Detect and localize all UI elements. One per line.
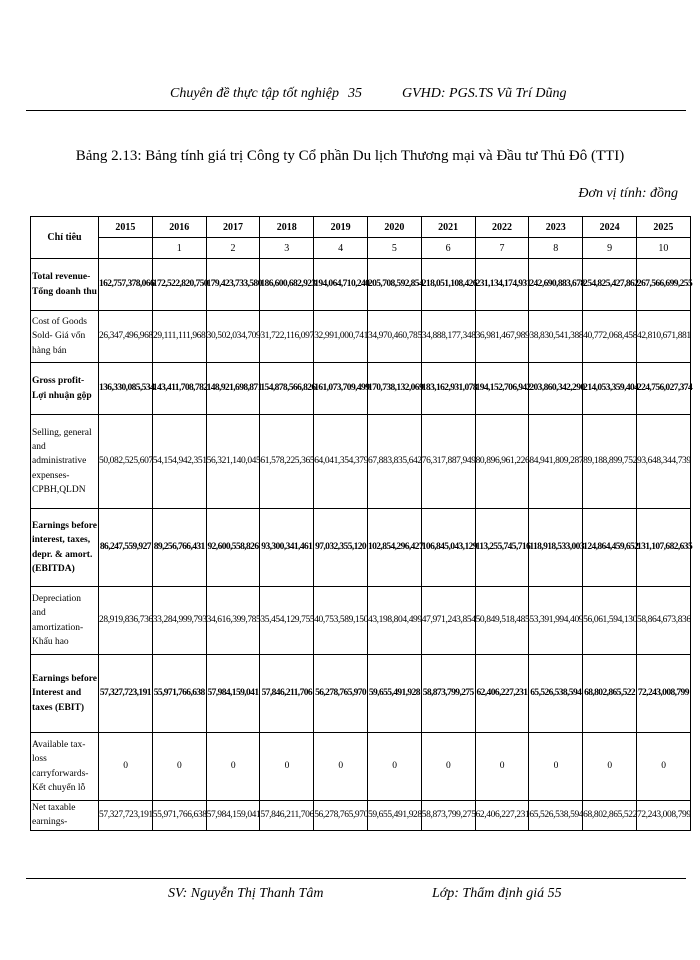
value-cell: 58,873,799,275 [421, 801, 475, 831]
row-label: Depreciation and amortization- Khấu hao [31, 587, 99, 655]
row-label: Cost of Goods Sold- Giá vốn hàng bán [31, 311, 99, 363]
value-cell: 56,061,594,130 [583, 587, 637, 655]
value-cell: 36,981,467,989 [475, 311, 529, 363]
value-cell: 218,051,108,426 [421, 259, 475, 311]
value-cell: 154,878,566,826 [260, 363, 314, 415]
value-cell: 0 [260, 733, 314, 801]
value-cell: 102,854,296,427 [367, 509, 421, 587]
value-cell: 131,107,682,635 [636, 509, 690, 587]
value-cell: 161,073,709,499 [314, 363, 368, 415]
period-index-cell: 8 [529, 238, 583, 259]
value-cell: 214,053,359,404 [583, 363, 637, 415]
value-cell: 62,406,227,231 [475, 655, 529, 733]
table-row [31, 363, 691, 415]
value-cell: 0 [583, 733, 637, 801]
value-cell: 61,578,225,365 [260, 415, 314, 509]
value-cell: 86,247,559,927 [99, 509, 153, 587]
table-row [31, 733, 691, 801]
value-cell: 0 [99, 733, 153, 801]
value-cell: 68,802,865,522 [583, 655, 637, 733]
row-label: Earnings before interest, taxes, depr. & amort. (EBITDA) [31, 509, 99, 587]
value-cell: 50,082,525,607 [99, 415, 153, 509]
value-cell: 57,327,723,191 [99, 655, 153, 733]
value-cell: 35,454,129,755 [260, 587, 314, 655]
year-header-cell: 2023 [529, 217, 583, 238]
value-cell: 34,970,460,785 [367, 311, 421, 363]
value-cell: 56,321,140,045 [206, 415, 260, 509]
row-label: Available tax-loss carryforwards- Kết chuyển lỗ [31, 733, 99, 801]
footer-divider [26, 878, 686, 879]
value-cell: 179,423,733,580 [206, 259, 260, 311]
table-body [31, 259, 691, 831]
value-cell: 0 [529, 733, 583, 801]
value-cell: 64,041,354,379 [314, 415, 368, 509]
value-cell: 65,526,538,594 [529, 801, 583, 831]
period-index-cell: 9 [583, 238, 637, 259]
table-title: Bảng 2.13: Bảng tính giá trị Công ty Cổ phần Du lịch Thương mại và Đầu tư Thủ Đô (TTI) [75, 148, 625, 164]
table-row [31, 509, 691, 587]
value-cell: 170,738,132,069 [367, 363, 421, 415]
year-header-cell: 2018 [260, 217, 314, 238]
value-cell: 80,896,961,226 [475, 415, 529, 509]
value-cell: 34,616,399,785 [206, 587, 260, 655]
period-index-cell: 4 [314, 238, 368, 259]
value-cell: 136,330,085,534 [99, 363, 153, 415]
row-label: Total revenue- Tổng doanh thu [31, 259, 99, 311]
value-cell: 31,722,116,097 [260, 311, 314, 363]
value-cell: 254,825,427,862 [583, 259, 637, 311]
value-cell: 58,873,799,275 [421, 655, 475, 733]
value-cell: 53,391,994,409 [529, 587, 583, 655]
value-cell: 28,919,836,736 [99, 587, 153, 655]
table-row [31, 415, 691, 509]
value-cell: 76,317,887,949 [421, 415, 475, 509]
value-cell: 29,111,111,968 [152, 311, 206, 363]
value-cell: 242,690,883,678 [529, 259, 583, 311]
value-cell: 62,406,227,231 [475, 801, 529, 831]
table-row [31, 655, 691, 733]
index-header-row [31, 238, 691, 259]
period-index-cell: 7 [475, 238, 529, 259]
value-cell: 56,278,765,970 [314, 801, 368, 831]
value-cell: 38,830,541,388 [529, 311, 583, 363]
year-header-cell: 2020 [367, 217, 421, 238]
value-cell: 26,347,496,968 [99, 311, 153, 363]
year-header-row [31, 217, 691, 238]
year-header-cell: 2024 [583, 217, 637, 238]
header-page-number: 35 [348, 86, 362, 101]
year-header-cell: 2015 [99, 217, 153, 238]
value-cell: 89,188,899,752 [583, 415, 637, 509]
row-label: Earnings before Interest and taxes (EBIT) [31, 655, 99, 733]
value-cell: 42,810,671,881 [636, 311, 690, 363]
year-header-cell: 2017 [206, 217, 260, 238]
value-cell: 58,864,673,836 [636, 587, 690, 655]
value-cell: 194,064,710,240 [314, 259, 368, 311]
value-cell: 34,888,177,348 [421, 311, 475, 363]
period-index-cell: 1 [152, 238, 206, 259]
value-cell: 84,941,809,287 [529, 415, 583, 509]
year-header-cell: 2022 [475, 217, 529, 238]
value-cell: 93,648,344,739 [636, 415, 690, 509]
value-cell: 40,753,589,150 [314, 587, 368, 655]
value-cell: 72,243,008,799 [636, 801, 690, 831]
value-cell: 0 [636, 733, 690, 801]
value-cell: 55,971,766,638 [152, 801, 206, 831]
year-header-cell: 2016 [152, 217, 206, 238]
value-cell: 50,849,518,485 [475, 587, 529, 655]
page-header [0, 86, 700, 108]
period-index-cell: 3 [260, 238, 314, 259]
header-divider [26, 110, 686, 111]
year-header-cell: 2019 [314, 217, 368, 238]
value-cell: 32,991,000,741 [314, 311, 368, 363]
value-cell: 67,883,835,642 [367, 415, 421, 509]
row-label: Net taxable earnings- [31, 801, 99, 831]
valuation-table [30, 216, 691, 831]
period-index-cell [99, 238, 153, 259]
row-label: Gross profit- Lợi nhuận gộp [31, 363, 99, 415]
table-row [31, 311, 691, 363]
footer-student: SV: Nguyễn Thị Thanh Tâm [168, 886, 324, 901]
period-index-cell: 2 [206, 238, 260, 259]
value-cell: 56,278,765,970 [314, 655, 368, 733]
value-cell: 183,162,931,078 [421, 363, 475, 415]
value-cell: 43,198,804,499 [367, 587, 421, 655]
value-cell: 194,152,706,942 [475, 363, 529, 415]
value-cell: 143,411,708,782 [152, 363, 206, 415]
table-row [31, 801, 691, 831]
value-cell: 0 [475, 733, 529, 801]
value-cell: 55,971,766,638 [152, 655, 206, 733]
value-cell: 0 [206, 733, 260, 801]
value-cell: 97,032,355,120 [314, 509, 368, 587]
year-header-cell: 2025 [636, 217, 690, 238]
year-header-cell: 2021 [421, 217, 475, 238]
value-cell: 57,327,723,191 [99, 801, 153, 831]
period-index-cell: 6 [421, 238, 475, 259]
corner-label: Chỉ tiêu [31, 217, 99, 259]
value-cell: 203,860,342,290 [529, 363, 583, 415]
value-cell: 57,984,159,041 [206, 801, 260, 831]
table-row [31, 587, 691, 655]
table-row [31, 259, 691, 311]
period-index-cell: 10 [636, 238, 690, 259]
value-cell: 57,846,211,706 [260, 801, 314, 831]
value-cell: 59,655,491,928 [367, 801, 421, 831]
row-label: Selling, general and administrative expenses- CPBH,QLDN [31, 415, 99, 509]
header-supervisor: GVHD: PGS.TS Vũ Trí Dũng [402, 86, 567, 101]
value-cell: 54,154,942,351 [152, 415, 206, 509]
value-cell: 93,300,341,461 [260, 509, 314, 587]
value-cell: 124,864,459,652 [583, 509, 637, 587]
value-cell: 30,502,034,709 [206, 311, 260, 363]
value-cell: 113,255,745,716 [475, 509, 529, 587]
value-cell: 267,566,699,255 [636, 259, 690, 311]
value-cell: 205,708,592,854 [367, 259, 421, 311]
value-cell: 0 [367, 733, 421, 801]
period-index-cell: 5 [367, 238, 421, 259]
value-cell: 186,600,682,923 [260, 259, 314, 311]
value-cell: 106,845,043,129 [421, 509, 475, 587]
value-cell: 0 [152, 733, 206, 801]
value-cell: 0 [421, 733, 475, 801]
header-document-type: Chuyên đề thực tập tốt nghiệp [170, 86, 339, 101]
unit-note: Đơn vị tính: đồng [578, 186, 678, 201]
value-cell: 118,918,533,003 [529, 509, 583, 587]
value-cell: 89,256,766,431 [152, 509, 206, 587]
value-cell: 0 [314, 733, 368, 801]
value-cell: 224,756,027,374 [636, 363, 690, 415]
value-cell: 47,971,243,854 [421, 587, 475, 655]
value-cell: 231,134,174,931 [475, 259, 529, 311]
value-cell: 57,846,211,706 [260, 655, 314, 733]
value-cell: 68,802,865,522 [583, 801, 637, 831]
value-cell: 57,984,159,041 [206, 655, 260, 733]
value-cell: 162,757,378,066 [99, 259, 153, 311]
value-cell: 33,284,999,793 [152, 587, 206, 655]
value-cell: 72,243,008,799 [636, 655, 690, 733]
value-cell: 172,522,820,750 [152, 259, 206, 311]
value-cell: 92,600,558,826 [206, 509, 260, 587]
value-cell: 59,655,491,928 [367, 655, 421, 733]
footer-class: Lớp: Thẩm định giá 55 [432, 886, 562, 901]
value-cell: 148,921,698,871 [206, 363, 260, 415]
value-cell: 40,772,068,458 [583, 311, 637, 363]
value-cell: 65,526,538,594 [529, 655, 583, 733]
